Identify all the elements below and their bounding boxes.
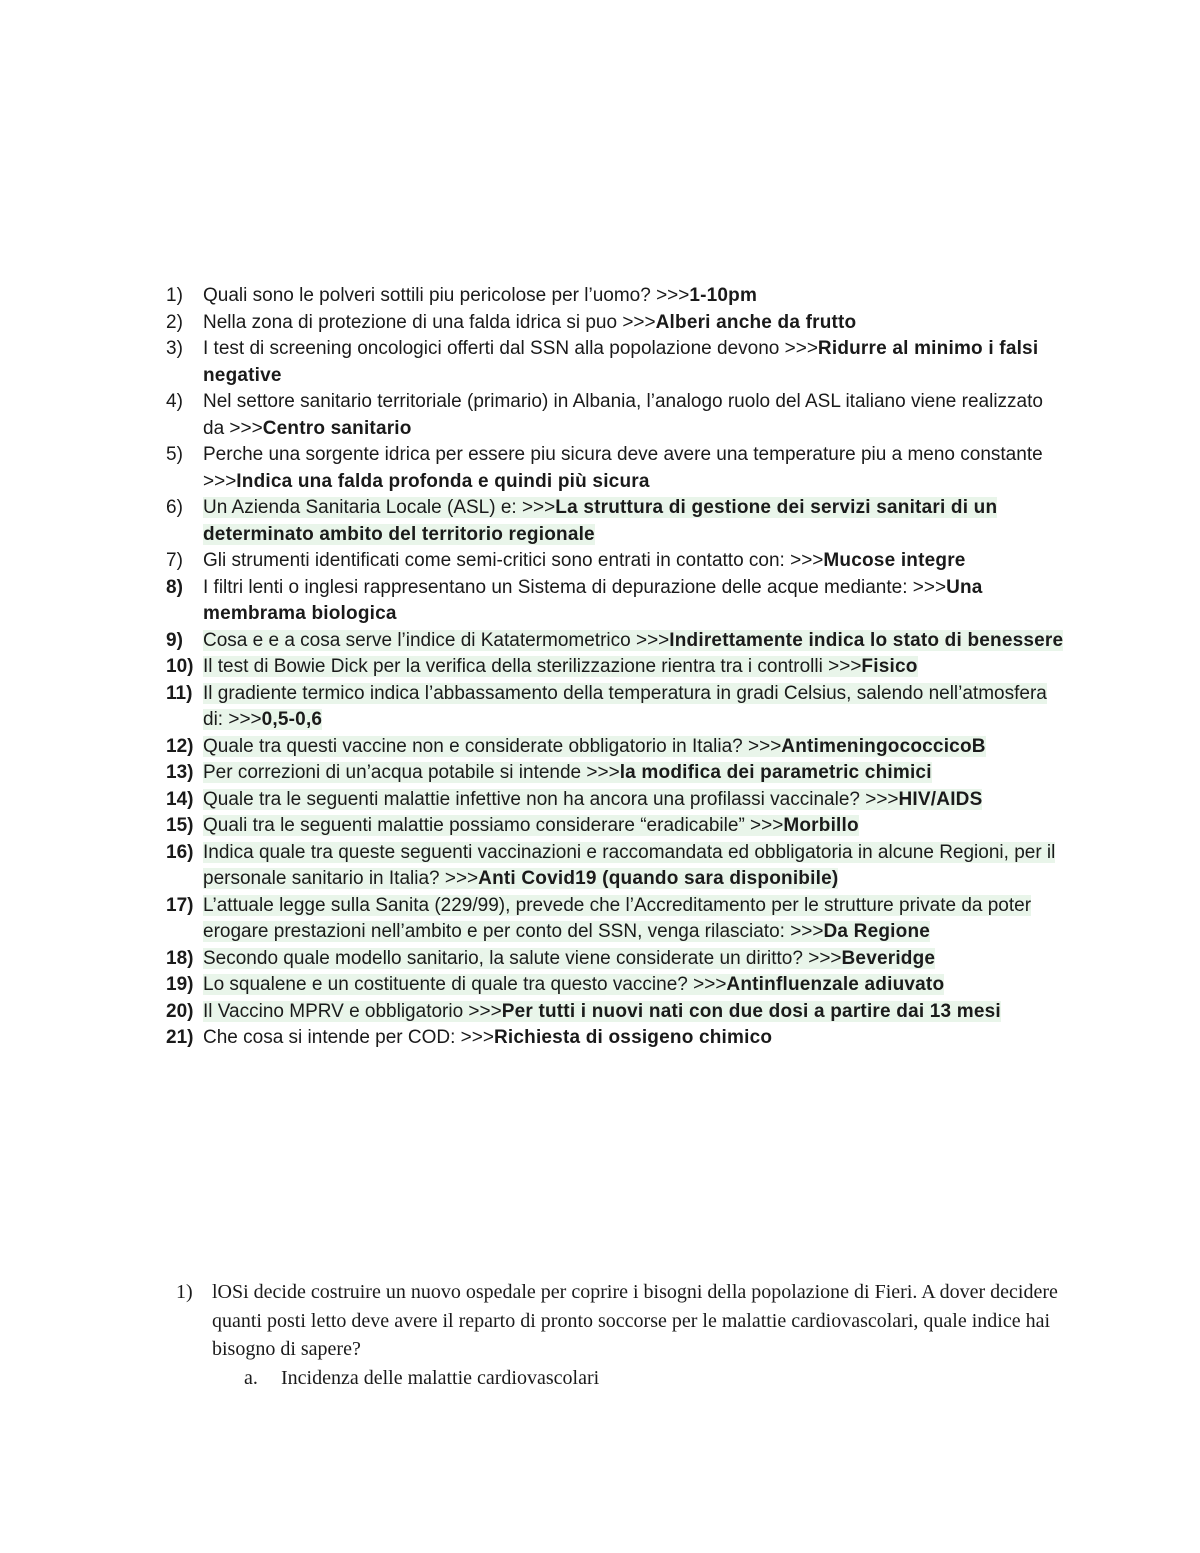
question-answer: 0,5-0,6 — [261, 709, 323, 730]
question-item — [166, 575, 1066, 628]
question-prompt: Secondo quale modello sanitario, la salute viene considerate un diritto? >>> — [203, 947, 842, 969]
question-prompt: Il gradiente termico indica l’abbassamento della temperatura in gradi Celsius, salendo nell’atmosfera di: >>> — [203, 682, 1047, 730]
question-item — [166, 734, 1066, 761]
question-number: 1) — [166, 285, 183, 306]
question-prompt: Nella zona di protezione di una falda idrica si puo >>> — [203, 311, 656, 333]
multiple-choice-list — [176, 1278, 1076, 1392]
question-prompt: Per correzioni di un’acqua potabile si intende >>> — [203, 762, 620, 783]
question-number: 18) — [166, 947, 194, 969]
question-prompt: Un Azienda Sanitaria Locale (ASL) e: >>> — [203, 497, 556, 518]
question-text — [203, 548, 1066, 575]
question-answer: AntimeningococcicoB — [781, 735, 986, 757]
question-text — [203, 628, 1066, 655]
question-item — [166, 840, 1066, 893]
question-answer: Alberi anche da frutto — [655, 311, 857, 333]
question-answer: Antinfluenzale adiuvato — [726, 974, 945, 995]
question-answer: Anti Covid19 (quando sara disponibile) — [478, 868, 839, 889]
question-prompt: Quale tra le seguenti malattie infettive non ha ancora una profilassi vaccinale? >>> — [203, 788, 899, 810]
question-prompt: Quali tra le seguenti malattie possiamo considerare “eradicabile” >>> — [203, 815, 784, 836]
question-text — [203, 654, 1066, 681]
question-answer: Ridurre al minimo i falsi negative — [203, 338, 1039, 386]
question-prompt: Nel settore sanitario territoriale (primario) in Albania, l’analogo ruolo del ASL italiano viene realizzato da >>> — [203, 391, 1043, 439]
question-text — [203, 389, 1066, 442]
question-prompt: Che cosa si intende per COD: >>> — [203, 1027, 494, 1048]
question-number: 9) — [166, 629, 183, 651]
question-text — [203, 442, 1066, 495]
question-number: 8) — [166, 576, 183, 598]
question-text — [203, 813, 1066, 840]
mc-question-item — [176, 1278, 1076, 1364]
question-answer: Centro sanitario — [262, 417, 412, 439]
question-number: 17) — [166, 894, 194, 916]
question-item — [166, 1025, 1066, 1052]
question-item — [166, 999, 1066, 1026]
question-item — [166, 336, 1066, 389]
question-answer: Indica una falda profonda e quindi più sicura — [236, 470, 650, 492]
question-number: 20) — [166, 1000, 194, 1022]
question-number: 6) — [166, 497, 183, 518]
question-number: 3) — [166, 338, 183, 359]
question-prompt: Indica quale tra queste seguenti vaccinazioni e raccomandata ed obbligatoria in alcune Regioni, per il personale sanitario in Italia? >>> — [203, 841, 1056, 889]
question-prompt: Il Vaccino MPRV e obbligatorio >>> — [203, 1000, 502, 1022]
question-text — [203, 787, 1066, 814]
question-prompt: Il test di Bowie Dick per la verifica della sterilizzazione rientra tra i controlli >>> — [203, 656, 862, 677]
question-item — [166, 389, 1066, 442]
question-item — [166, 787, 1066, 814]
mc-option-letter: a. — [244, 1366, 258, 1389]
question-number: 19) — [166, 974, 194, 995]
question-prompt: Quali sono le polveri sottili piu pericolose per l’uomo? >>> — [203, 285, 690, 306]
question-text — [203, 681, 1066, 734]
question-text — [203, 283, 1066, 310]
question-answer: Da Regione — [823, 921, 931, 942]
question-text — [203, 575, 1066, 628]
question-text — [203, 999, 1066, 1026]
question-text — [203, 840, 1066, 893]
question-number: 16) — [166, 841, 194, 863]
mc-option-text: Incidenza delle malattie cardiovascolari — [281, 1366, 600, 1389]
question-item — [166, 972, 1066, 999]
question-number: 12) — [166, 735, 194, 757]
question-prompt: Perche una sorgente idrica per essere piu sicura deve avere una temperature piu a meno constante >>> — [203, 444, 1043, 492]
question-text — [203, 310, 1066, 337]
question-answer: Indirettamente indica lo stato di benessere — [669, 629, 1064, 651]
question-answer: Per tutti i nuovi nati con due dosi a partire dai 13 mesi — [501, 1000, 1001, 1022]
question-item — [166, 495, 1066, 548]
question-item — [166, 654, 1066, 681]
question-number: 14) — [166, 788, 194, 810]
question-number: 7) — [166, 550, 183, 571]
question-number: 2) — [166, 311, 183, 333]
question-item — [166, 893, 1066, 946]
question-number: 5) — [166, 444, 183, 465]
question-answer: la modifica dei parametric chimici — [619, 762, 932, 783]
question-text — [203, 336, 1066, 389]
mc-question-text: lOSi decide costruire un nuovo ospedale per coprire i bisogni della popolazione di Fieri. A dover decidere quanti posti letto deve avere il reparto di pronto soccorse per le malattie cardiovascolari, quale indice hai bisogno di sapere? — [212, 1281, 1058, 1360]
question-answer: 1-10pm — [689, 285, 758, 306]
question-text — [203, 734, 1066, 761]
question-answer: Una membrama biologica — [203, 576, 983, 624]
mc-question-number: 1) — [176, 1281, 193, 1303]
question-item — [166, 548, 1066, 575]
question-item — [166, 946, 1066, 973]
question-prompt: Lo squalene e un costituente di quale tra questo vaccine? >>> — [203, 974, 727, 995]
question-item — [166, 681, 1066, 734]
question-item — [166, 442, 1066, 495]
question-number: 13) — [166, 762, 194, 783]
question-item — [166, 628, 1066, 655]
question-text — [203, 760, 1066, 787]
mc-option — [244, 1364, 1076, 1393]
question-answer: Richiesta di ossigeno chimico — [493, 1027, 773, 1048]
question-prompt: L’attuale legge sulla Sanita (229/99), prevede che l’Accreditamento per le strutture private da poter erogare prestazioni nell’ambito e per conto del SSN, venga rilasciato: >>> — [203, 894, 1032, 942]
question-text — [203, 972, 1066, 999]
question-text — [203, 946, 1066, 973]
question-answer: Beveridge — [841, 947, 936, 969]
question-number: 15) — [166, 815, 194, 836]
question-text — [203, 1025, 1066, 1052]
question-answer: HIV/AIDS — [898, 788, 983, 810]
question-number: 10) — [166, 656, 194, 677]
question-answer: La struttura di gestione dei servizi sanitari di un determinato ambito del territorio regionale — [203, 497, 998, 545]
question-text — [203, 495, 1066, 548]
question-prompt: Cosa e e a cosa serve l’indice di Katatermometrico >>> — [203, 629, 670, 651]
question-text — [203, 893, 1066, 946]
question-answer: Morbillo — [783, 815, 859, 836]
question-number: 11) — [166, 682, 193, 704]
question-prompt: Quale tra questi vaccine non e considerate obbligatorio in Italia? >>> — [203, 735, 782, 757]
question-item — [166, 813, 1066, 840]
qa-list — [166, 283, 1066, 1052]
question-number: 4) — [166, 391, 183, 412]
question-prompt: Gli strumenti identificati come semi-critici sono entrati in contatto con: >>> — [203, 550, 824, 571]
question-prompt: I filtri lenti o inglesi rappresentano un Sistema di depurazione delle acque mediante: >>> — [203, 576, 947, 598]
question-item — [166, 310, 1066, 337]
question-item — [166, 283, 1066, 310]
question-number: 21) — [166, 1027, 194, 1048]
question-item — [166, 760, 1066, 787]
question-answer: Fisico — [861, 656, 918, 677]
question-answer: Mucose integre — [823, 550, 966, 571]
question-prompt: I test di screening oncologici offerti dal SSN alla popolazione devono >>> — [203, 338, 818, 359]
